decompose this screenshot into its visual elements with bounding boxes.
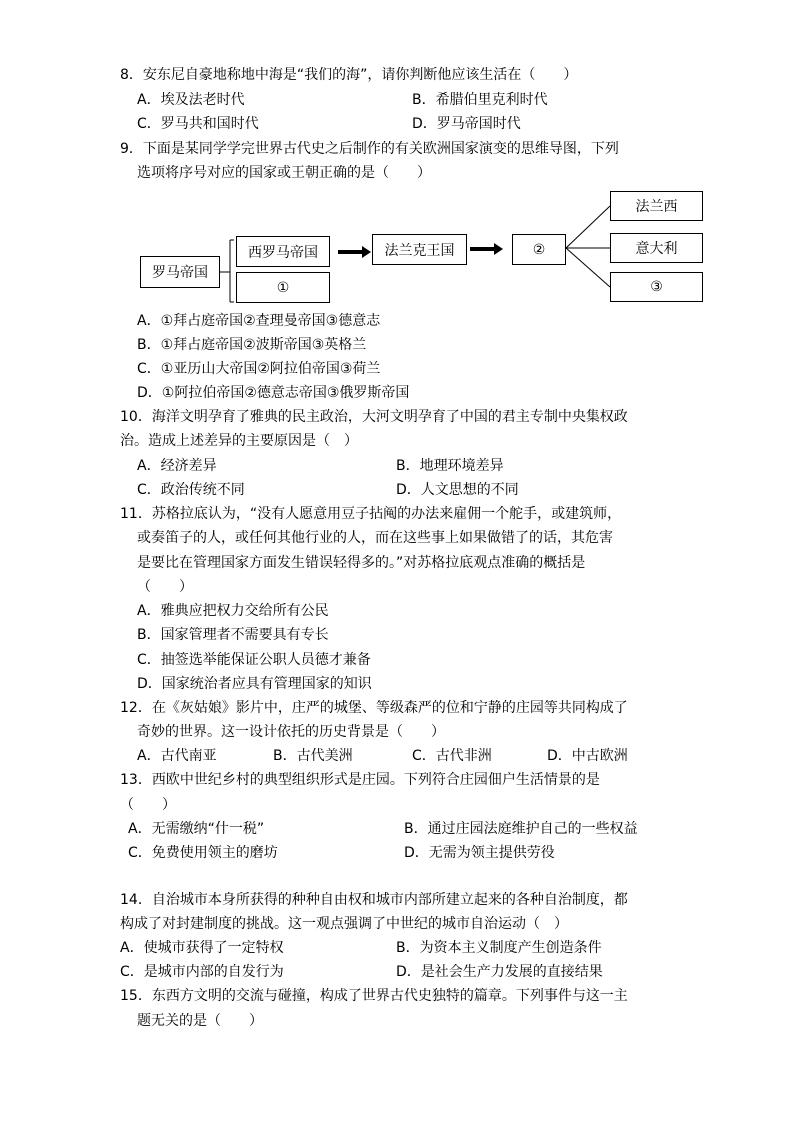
diagram-box-blank-2 [512,234,566,265]
q11-option-b: B．国家管理者不需要具有专长 [137,627,329,643]
q12-option-a: A．古代南亚 [137,748,217,764]
q12-option-b: B．古代美洲 [273,748,353,764]
q11-stem-line1: 11．苏格拉底认为，“没有人愿意用豆子拈阄的办法来雇佣一个舵手，或建筑师， [120,506,622,522]
diagram-box-western-rome [236,236,330,267]
q9-option-d: D．①阿拉伯帝国②德意志帝国③俄罗斯帝国 [137,385,410,401]
q10-option-a: A．经济差异 [137,458,217,474]
q14-option-c: C．是城市内部的自发行为 [120,964,284,980]
q11-stem-line2: 或奏笛子的人，或任何其他行业的人，而在这些事上如果做错了的话，其危害 [137,530,613,546]
italy-label: 意大利 [635,241,678,257]
q13-option-a: A．无需缴纳“什一税” [128,821,265,837]
frankish-kingdom-label: 法兰克王国 [384,242,455,259]
france-label: 法兰西 [635,199,678,215]
q13-option-b: B．通过庄园法庭维护自己的一些权益 [404,821,638,837]
q15-stem-line2: 题无关的是（ ） [137,1013,263,1029]
diagram-box-italy [610,233,703,263]
q15-stem-line1: 15．东西方文明的交流与碰撞，构成了世界古代史独特的篇章。下列事件与这一主 [120,988,628,1004]
q13-stem-line1: 13．西欧中世纪乡村的典型组织形式是庄园。下列符合庄园佃户生活情景的是 [120,772,600,788]
q9-option-b: B．①拜占庭帝国②波斯帝国③英格兰 [137,337,367,353]
q12-stem-line1: 12．在《灰姑娘》影片中，庄严的城堡、等级森严的位和宁静的庄园等共同构成了 [120,700,628,716]
diagram-box-frankish-kingdom [372,234,467,265]
q14-stem-line1: 14．自治城市本身所获得的种种自由权和城市内部所建立起来的各种自治制度，都 [120,892,628,908]
blank-2-label: ② [532,241,546,258]
diagram-box-blank-3 [610,272,703,302]
q8-option-c: C．罗马共和国时代 [137,116,259,132]
roman-empire-label: 罗马帝国 [152,265,208,281]
q11-option-d: D．国家统治者应具有管理国家的知识 [137,676,372,692]
western-rome-label: 西罗马帝国 [248,244,318,261]
q9-option-a: A．①拜占庭帝国②查理曼帝国③德意志 [137,313,381,329]
q8-option-a: A．埃及法老时代 [137,92,245,108]
blank-1-label: ① [276,279,290,296]
q9-stem-line2: 选项将序号对应的国家或王朝正确的是（ ） [137,165,431,181]
q12-stem-line2: 奇妙的世界。这一设计依托的历史背景是（ ） [137,724,445,740]
q13-stem-line2: （ ） [120,797,176,813]
q10-stem-line2: 治。造成上述差异的主要原因是（ ） [120,433,358,449]
q14-stem-line2: 构成了对封建制度的挑战。这一观点强调了中世纪的城市自治运动（ ） [120,916,568,932]
q11-stem-line3: 是要比在管理国家方面发生错误轻得多的。”对苏格拉底观点准确的概括是 [137,555,586,571]
arrow-right-icon [338,250,363,254]
q10-stem-line1: 10．海洋文明孕育了雅典的民主政治，大河文明孕育了中国的君主专制中央集权政 [120,409,628,425]
q12-option-d: D．中古欧洲 [547,748,628,764]
q13-option-d: D．无需为领主提供劳役 [404,845,555,861]
q14-option-d: D．是社会生产力发展的直接结果 [396,964,603,980]
q11-option-a: A．雅典应把权力交给所有公民 [137,603,329,619]
q9-option-c: C．①亚历山大帝国②阿拉伯帝国③荷兰 [137,361,381,377]
q11-stem-line4: （ ） [137,579,193,595]
arrow-right-icon [470,247,495,251]
q14-option-a: A．使城市获得了一定特权 [120,940,284,956]
q14-option-b: B．为资本主义制度产生创造条件 [396,940,602,956]
q8-stem: 8．安东尼自豪地称地中海是“我们的海”，请你判断他应该生活在（ ） [120,67,578,83]
q10-option-d: D．人文思想的不同 [396,482,519,498]
q9-stem-line1: 9．下面是某同学学完世界古代史之后制作的有关欧洲国家演变的思维导图，下列 [120,141,619,157]
q10-option-c: C．政治传统不同 [137,482,245,498]
q8-option-d: D．罗马帝国时代 [412,116,521,132]
blank-3-label: ③ [650,279,663,295]
q11-option-c: C．抽签选举能保证公职人员德才兼备 [137,652,371,668]
q13-option-c: C．免费使用领主的磨坊 [128,845,278,861]
q10-option-b: B．地理环境差异 [396,458,504,474]
q8-option-b: B．希腊伯里克利时代 [412,92,548,108]
diagram-box-blank-1 [236,272,330,303]
diagram-box-roman-empire [140,256,220,288]
diagram-box-france [610,191,703,221]
q12-option-c: C．古代非洲 [412,748,492,764]
